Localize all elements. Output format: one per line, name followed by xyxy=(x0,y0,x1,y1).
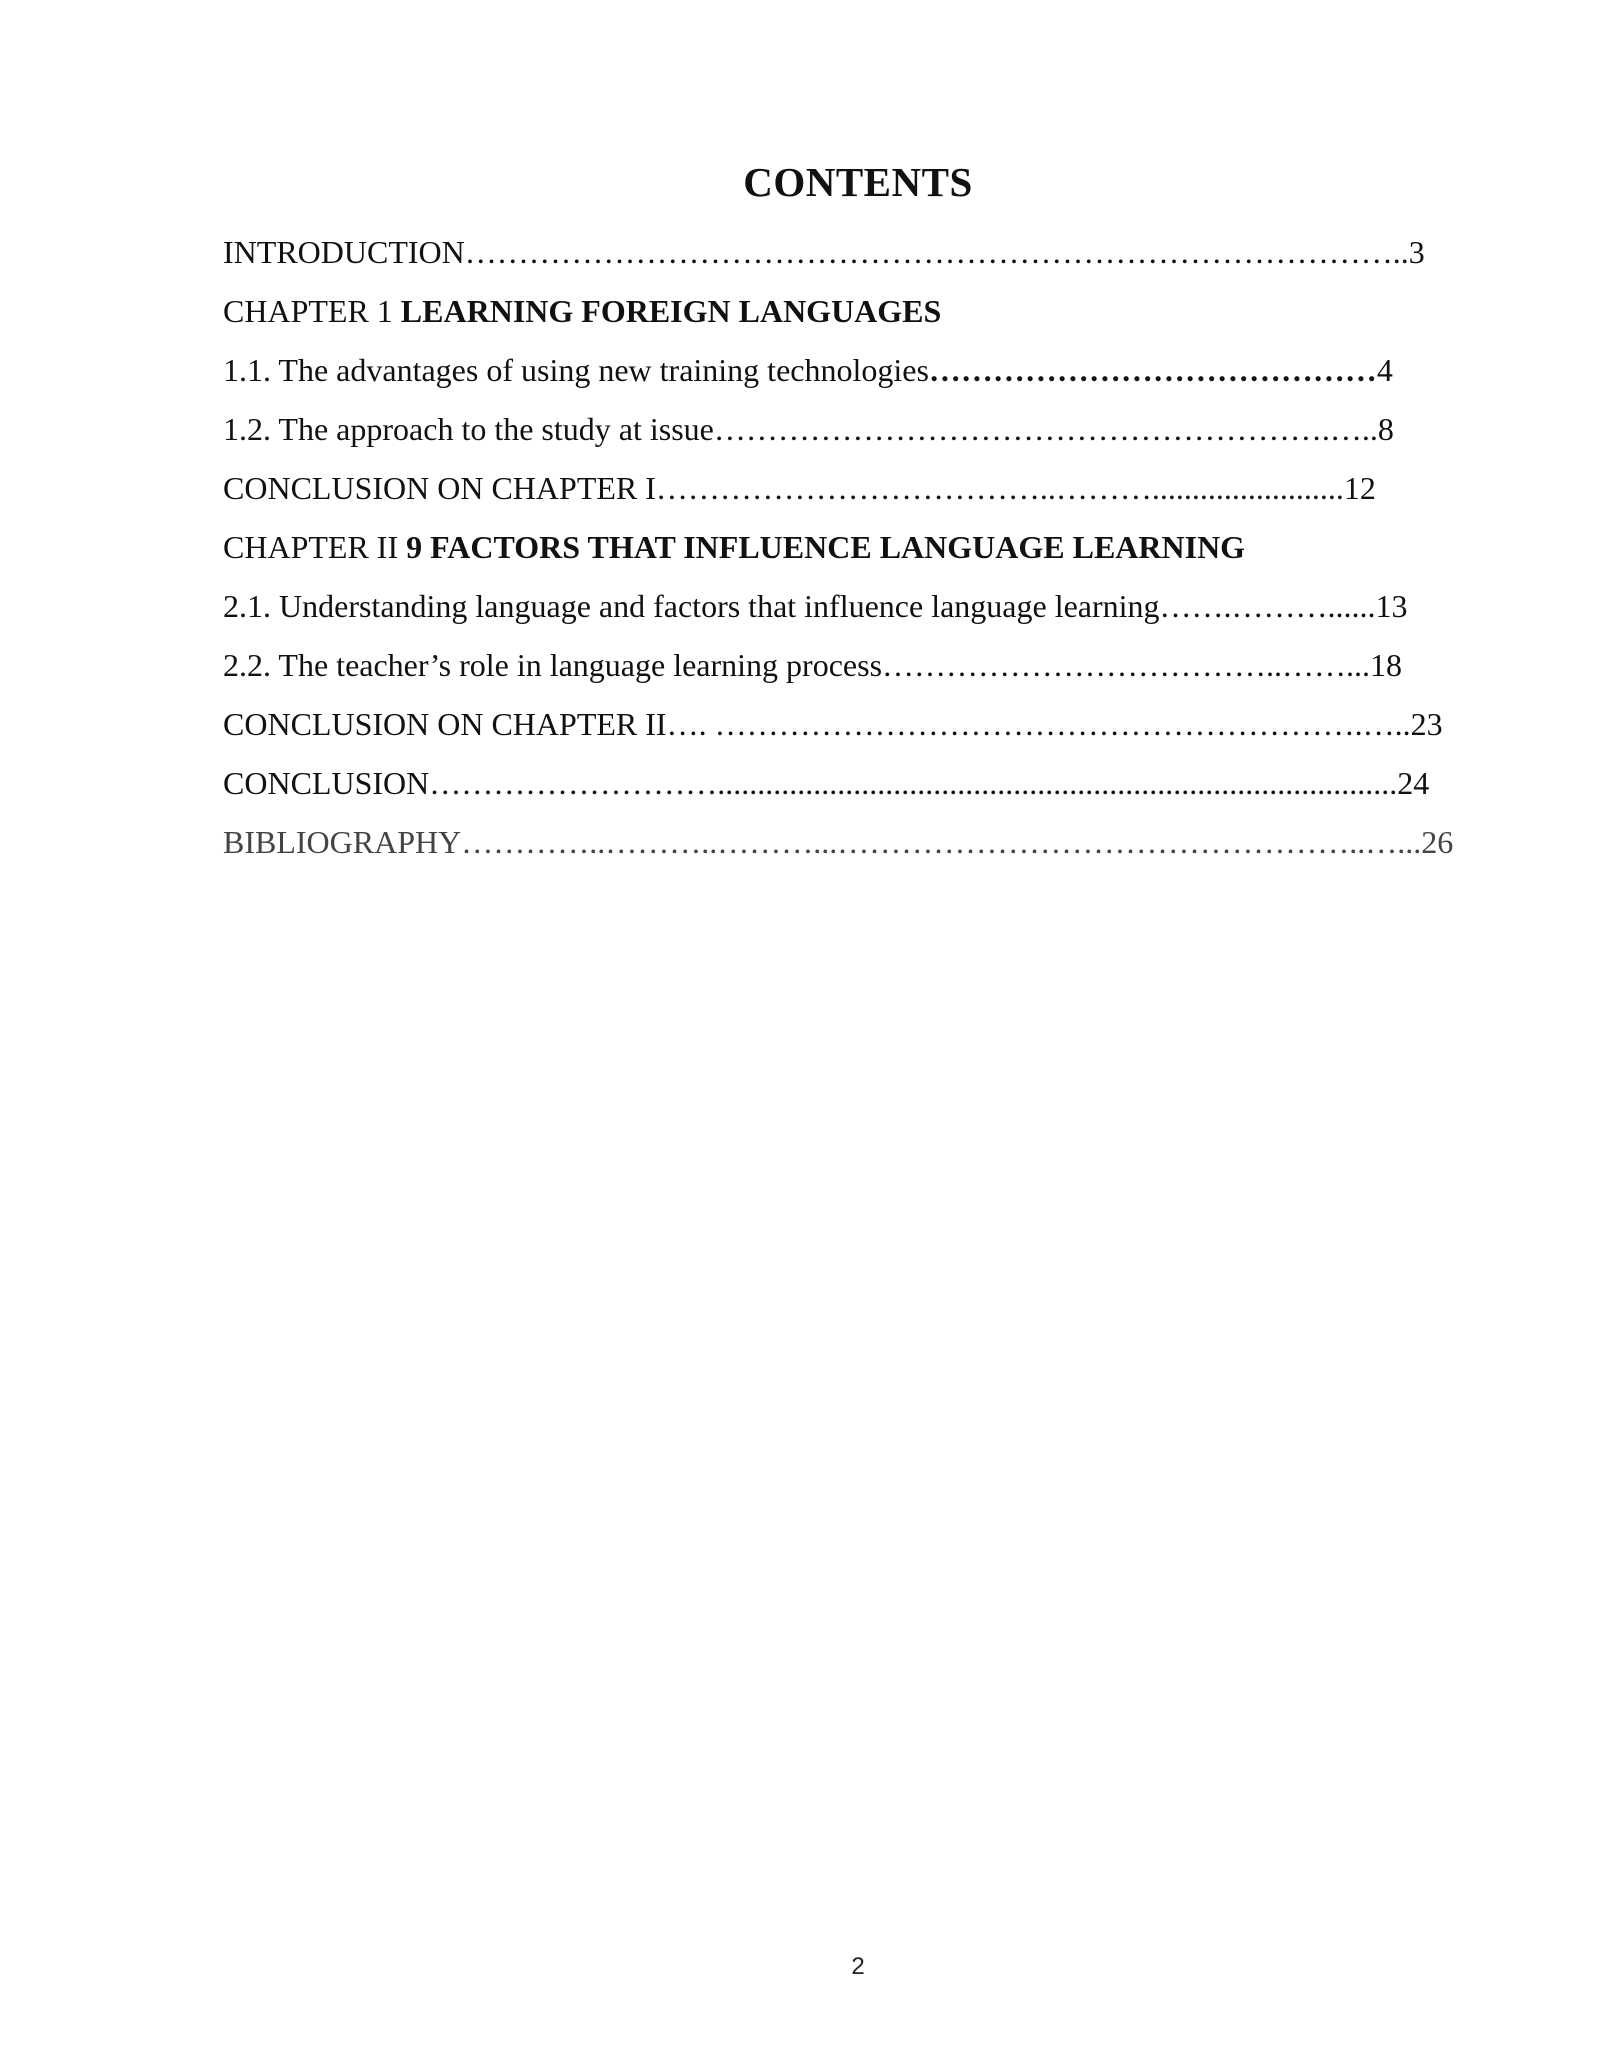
table-of-contents xyxy=(223,230,1523,879)
toc-page-ref: 4 xyxy=(1376,352,1393,388)
chapter-title: 9 FACTORS THAT INFLUENCE LANGUAGE LEARNING xyxy=(406,529,1246,565)
toc-entry-introduction xyxy=(223,230,1523,289)
toc-entry-text: CONCLUSION……………………….....................................................................................24 xyxy=(223,765,1430,801)
toc-entry-text: CONCLUSION ON CHAPTER I………………………………..………........................12 xyxy=(223,470,1376,506)
toc-entry-conclusion xyxy=(223,761,1523,820)
toc-entry-conclusion-chapter-1 xyxy=(223,466,1523,525)
toc-entry-text: 1.2. The approach to the study at issue………………………………………………….…..8 xyxy=(223,411,1394,447)
toc-entry-section-1-2 xyxy=(223,407,1523,466)
toc-leader-dots: …………………………………… xyxy=(928,352,1377,388)
chapter-label: CHAPTER II xyxy=(223,529,407,565)
toc-entry-text: 1.1. The advantages of using new training technologies xyxy=(223,352,929,388)
chapter-title: LEARNING FOREIGN LANGUAGES xyxy=(400,293,942,329)
toc-entry-text: INTRODUCTION……………………………………………………………………………..3 xyxy=(223,234,1425,270)
toc-entry-text: 2.2. The teacher’s role in language learning process………………………………..……...18 xyxy=(223,647,1403,683)
toc-entry-section-1-1 xyxy=(223,348,1523,407)
chapter-label: CHAPTER 1 xyxy=(223,293,401,329)
toc-entry-text: BIBLIOGRAPHY…………..………..………...…………………………………………..…...26 xyxy=(223,824,1454,860)
toc-entry-text: 2.1. Understanding language and factors that influence language learning…….………......13 xyxy=(223,588,1408,624)
toc-entry-section-2-2 xyxy=(223,643,1523,702)
toc-entry-text: CONCLUSION ON CHAPTER II…. …………………………………………………….…..23 xyxy=(223,706,1443,742)
toc-entry-chapter-1-heading xyxy=(223,289,1523,348)
toc-entry-bibliography xyxy=(223,820,1523,879)
toc-entry-section-2-1 xyxy=(223,584,1523,643)
page-title: CONTENTS xyxy=(743,159,973,205)
toc-entry-conclusion-chapter-2 xyxy=(223,702,1523,761)
toc-entry-chapter-2-heading xyxy=(223,525,1523,584)
page-number: 2 xyxy=(851,1953,865,1980)
